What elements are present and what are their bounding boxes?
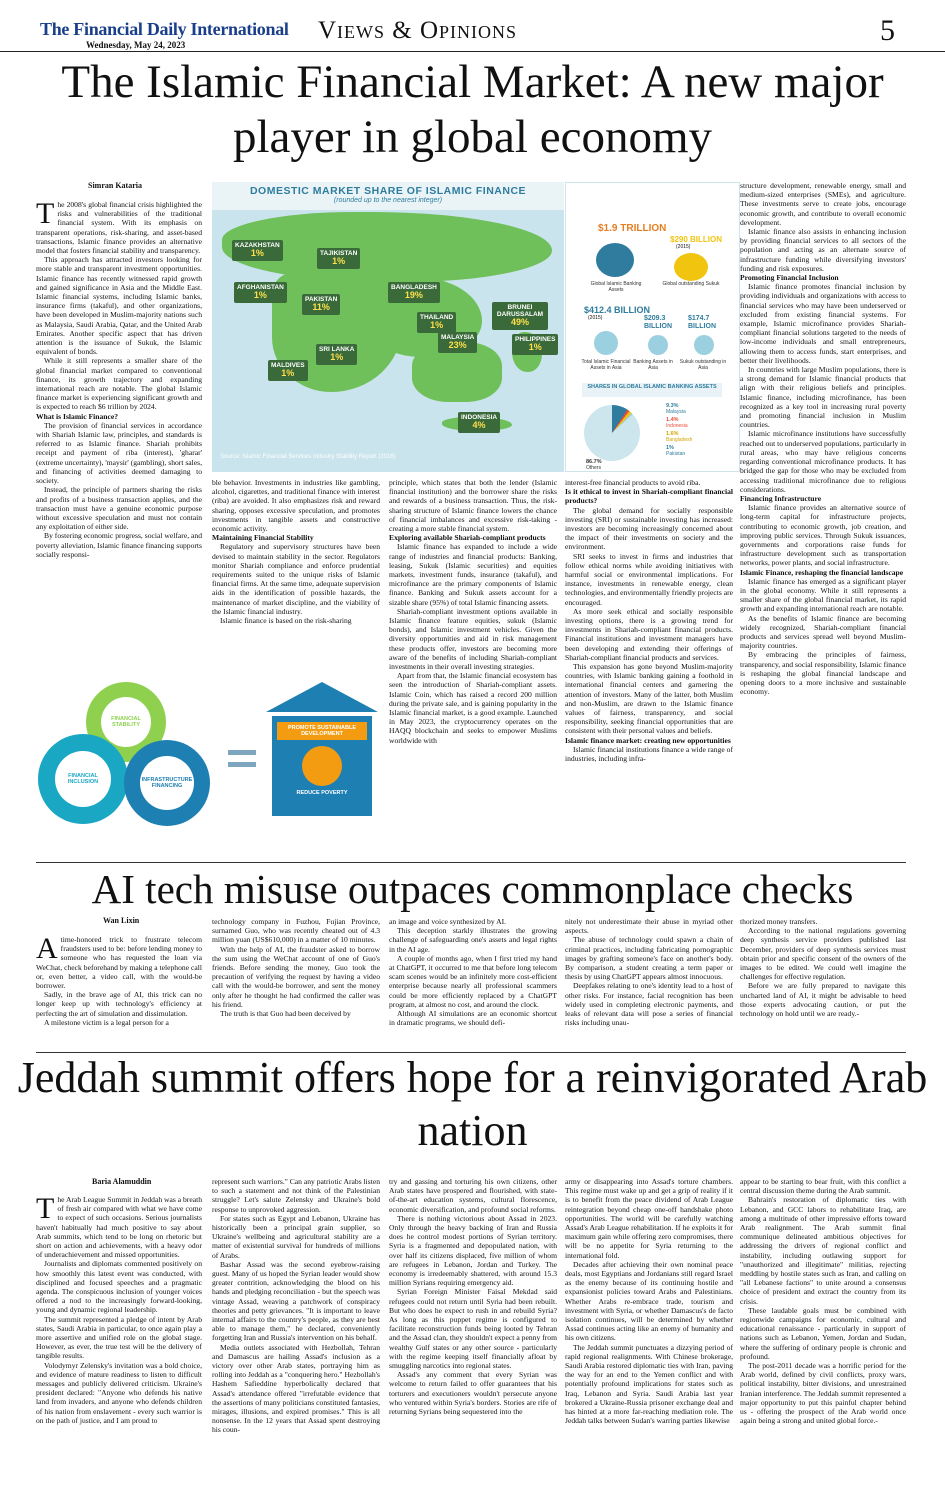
- stat-label: Banking Assets in Asia: [633, 359, 673, 371]
- article2-headline: AI tech misuse outpaces commonplace checks: [91, 866, 854, 912]
- share-pie-chart: [584, 405, 640, 461]
- article1-column-1: [36, 200, 202, 670]
- country-pin: TAJIKISTAN 1%: [317, 248, 360, 269]
- gear-label: FINANCIAL STABILITY: [101, 697, 151, 747]
- paragraph: The global demand for socially responsible investing (SRI) or sustainable investing has increased: investors are becoming increasingly concerned about the impact of their investments on society and the environment.: [565, 505, 733, 552]
- paragraph: These laudable goals must be combined with regionwide campaigns for economic, cultural and educational renaissance - particularly in support of nations such as Lebanon, Yemen, Jordan and Sudan, where the suffering of ordinary people is chronic and profound.: [740, 1305, 906, 1361]
- stat-value: $174.7 BILLION: [688, 315, 716, 330]
- paragraph: represent such warriors." Can any patriotic Arabs listen to such a statement and not think of the Palestinian struggle? Let's salute Zelensky and Ukraine's bold response to unprovoked aggression.: [212, 1177, 380, 1214]
- paragraph-text: he Arab League Summit in Jeddah was a breath of fresh air compared with what we have come to expect of such occasions. Serious journalists haven't habitually had much positive to say about Arab summits, which tend to be long on rhetoric but short on action and achievements, with a heavy odor of underachievement and missed opportunities.: [36, 1195, 202, 1260]
- paragraph: According to the national regulations governing deep synthesis service providers published last December, providers of deep synthesis services must obtain prior and specific consent of the owners of the images to be edited. We could well imagine the challenges for effective regulation.: [740, 926, 906, 982]
- infographic-title: [212, 182, 564, 210]
- stat-label: Total Islamic Financial Assets in Asia: [581, 359, 631, 371]
- issue-date: Wednesday, May 24, 2023: [86, 40, 186, 50]
- paragraph: Islamic finance promotes financial inclusion by providing individuals and organizations with access to financial services who may have been underserved or excluded from existing financial systems. For example, Islamic microfinance provides Shariah-compliant financial solutions targeted to the needs of low-income individuals and small entrepreneurs, allowing them to access funds, start enterprises, and better their livelihoods.: [740, 282, 906, 365]
- paragraph: Although AI simulations are an economic shortcut in dramatic programs, we should defi-: [389, 1009, 557, 1028]
- country-pin: SRI LANKA 1%: [316, 344, 357, 365]
- paragraph: an image and voice synthesized by AI.: [389, 917, 507, 926]
- subheading: Islamic finance market: creating new opportunities: [565, 735, 731, 745]
- paragraph: Apart from that, the Islamic financial ecosystem has seen the introduction of Shariah-compliant assets. Islamic Coin, which has raised a record 200 million during the private sale, and is gaining popularity in the Islamic financial market, is a good example. Launched in May 2023, the cryptocurrency operates on the HAQQ blockchain and seeks to empower Muslims worldwide with: [389, 671, 557, 745]
- paragraph-text: time-honored trick to frustrate telecom fraudsters used to be: before lending money to someone who has requested the loan via WeChat, check beforehand by making a telephone call or, even better, a video call, with the would-be borrower.: [36, 935, 202, 991]
- paragraph: Syrian Foreign Minister Faisal Mekdad said refugees could not return until Syria had been rebuilt. But who does he expect to rush in and rebuild Syria? As long as this puppet regime is configured to facilitate reconstruction funds being looted by Tehran and the Assad clan, they shouldn't expect a penny from wealthy Gulf states or any other source - particularly with the regime keeping itself financially afloat by smuggling narcotics into regional states.: [389, 1287, 557, 1371]
- paragraph: This deception starkly illustrates the growing challenge of safeguarding one's assets and legal rights in the AI age.: [389, 926, 557, 954]
- country-pin: MALDIVES 1%: [268, 360, 308, 381]
- paragraph: Assad's any comment that every Syrian was welcome to return failed to offer guarantees that his torturers and executioners wouldn't persecute anyone who ventured within Syria's borders. Stories are rife of returning Syrians being sequestered into the: [389, 1370, 557, 1417]
- article1-column-2: [212, 478, 380, 676]
- subheading: Promoting Financial Inclusion: [740, 273, 839, 283]
- article1-headline: The Islamic Financial Market: A new major player in global economy: [61, 56, 884, 164]
- paragraph: A couple of months ago, when I first tried my hand at ChatGPT, it occurred to me that before long telecom scam scenes would be an infinitely more cost-efficient enterprise because nearly all professional scammers could be more efficiently replaced by a ChatGPT program, at almost no cost, and around the clock.: [389, 953, 557, 1009]
- infographic-source: Source: Islamic Financial Services Industry Stability Report (2016): [220, 454, 396, 460]
- paragraph: Journalists and diplomats commented positively on how smoothly this latest event was conducted, with disciplined and focused speeches and a pragmatic agenda. The conspicuous inclusion of younger voices offered a nod to the increasingly forward-looking, young and dynamic regional leadership.: [36, 1259, 202, 1315]
- paragraph: By fostering economic progress, social welfare, and poverty alleviation, Islamic finance financing supports socially responsi-: [36, 531, 202, 559]
- paragraph: Islamic finance has expanded to include a wide range of industries and financial products: Banking, leasing, Sukuk (Islamic securities) and equities markets, investment funds, insurance (takaful), and microfinance are the primary components of Islamic finance. Banking and Sukuk assets account for a sizable share (95%) of total Islamic financing assets.: [389, 542, 557, 607]
- country-pin: AFGHANISTAN 1%: [234, 282, 287, 303]
- globe-icon: [596, 243, 634, 277]
- paragraph: The truth is that Guo had been deceived by: [220, 1009, 351, 1019]
- paragraph: [36, 1195, 202, 1259]
- paragraph: Before we are fully prepared to navigate this uncharted land of AI, it might be advisable to heed those experts advocating caution, or put the technology on hold until we are ready.-: [740, 981, 906, 1019]
- country-pin: BANGLADESH 19%: [388, 282, 440, 303]
- paragraph: The provision of financial services in accordance with Shariah Islamic law, principles, and standards is referred to as Islamic finance. Shariah prohibits receipt and payment of riba (interest), 'gharar' (extreme uncertainty), 'maysir' (gambling), short sales, and financing of activities deemed damaging to society.: [36, 420, 202, 486]
- paragraph: Shariah-compliant investment options available in Islamic finance feature equities, sukuk (Islamic bonds), and Islamic investment vehicles. Given the diversity opportunities and aid in risk management these products offer, investors are becoming more aware of the benefits of including Shariah-compliant investments in their overall investing strategies.: [389, 606, 557, 672]
- paragraph: thorized money transfers.: [740, 917, 818, 926]
- country-pin: PHILIPPINES 1%: [512, 334, 558, 355]
- article3-column-5: [740, 1177, 906, 1497]
- drop-cap: T: [36, 1195, 55, 1225]
- country-pin: INDONESIA 4%: [458, 412, 500, 433]
- house-bottom-label: REDUCE POVERTY: [296, 790, 348, 796]
- section-divider: [36, 862, 906, 863]
- paragraph: The post-2011 decade was a horrific period for the Arab world, defined by civil conflicts, proxy wars, political instability, bitter divisions, and unrestrained Iranian interference. The Jeddah summit represented a major opportunity to put this painful chapter behind us - offering the prospect of the Arab world once again being a strong and united global force.-: [740, 1361, 906, 1426]
- section-label: Views & Opinions: [318, 17, 518, 44]
- article3-byline: Baria Alamuddin: [92, 1177, 152, 1186]
- paragraph: Islamic finance also assists in enhancing inclusion by providing financial services to all sectors of the population and acting as an alternate source of infrastructure funding while diversifying investors' funding and risk exposures.: [740, 227, 906, 273]
- paragraph: By embracing the principles of fairness, transparency, and social responsibility, Islamic finance is reshaping the global financial landscape and opening doors to a more inclusive and sustainable economy.: [740, 650, 906, 697]
- stat-year: (2015): [588, 315, 603, 321]
- article1-column-3: [389, 478, 557, 860]
- paragraph: Islamic finance is based on the risk-sharing: [220, 616, 352, 626]
- article3-column-3: [389, 1177, 557, 1497]
- bar-icon: [648, 335, 668, 355]
- paragraph: army or disappearing into Assad's torture chambers. This regime must wake up and get a grip of reality if it is to benefit from the peace dividend of Arab League reintegration beyond cheap one-off handshake photo opportunities. The world will be carefully watching Assad's Arab League rehabilitation. If he exploits it for maximum gain while offering zero compromises, there will be no appetite for Syria returning to the international fold.: [565, 1177, 733, 1260]
- article2-column-2: [212, 917, 380, 1051]
- share-legend-item: 86.7% Others: [586, 459, 602, 471]
- stat-year: (2015): [676, 244, 691, 250]
- paragraph: For states such as Egypt and Lebanon, Ukraine has historically been a principal grain supplier, so Ukraine's wellbeing and agricultural stability are a matter of existential survival for hundreds of millions of Arabs.: [212, 1213, 380, 1260]
- stat-value: $209.3 BILLION: [644, 315, 672, 330]
- drop-cap: T: [36, 200, 55, 230]
- house-top-label: PROMOTE SUSTAINABLE DEVELOPMENT: [277, 722, 367, 740]
- article2-byline: Wan Lixin: [103, 916, 140, 925]
- paragraph: principle, which states that both the lender (Islamic financial institution) and the borrower share the risks and rewards of a business transaction. Thus, the risk-sharing structure of Islamic finance lowers the chance of financial imbalances and excessive risk-taking - creating a more stable financial system.: [389, 478, 557, 534]
- article2-column-5: [740, 917, 906, 1051]
- subheading: Exploring available Shariah-compliant products: [389, 533, 546, 543]
- article1-byline: Simran Kataria: [88, 181, 142, 190]
- country-pin: PAKISTAN 11%: [302, 294, 340, 315]
- islamic-finance-stats-panel: [565, 182, 740, 472]
- paragraph: Islamic finance has emerged as a significant player in the global economy. While it still represents a smaller share of the global financial market, its rapid growth and expanding international reach are notable.: [740, 576, 906, 614]
- coin-stack-icon: [674, 253, 708, 281]
- gears-diagram: [38, 682, 383, 822]
- paragraph: Islamic finance provides an alternative source of long-term capital for infrastructure projects, contributing to economic growth, job creation, and improving public services. Through Sukuk issuances, governments and corporations raise funds for infrastructure development such as transportation networks, power plants, and social infrastructure.: [740, 503, 906, 568]
- subheading: Maintaining Financial Stability: [212, 533, 314, 543]
- article3-column-4: [565, 1177, 733, 1497]
- islamic-finance-map-infographic: [212, 182, 564, 472]
- paragraph: SRI seeks to invest in firms and industries that follow ethical norms while avoiding initiatives with harmful social or environmental implications. For instance, investments in renewable energy, clean technologies, and environmentally friendly projects are encouraged.: [565, 551, 733, 607]
- paragraph: In countries with large Muslim populations, there is a strong demand for Islamic financial products that align with their religious beliefs and principles. Islamic finance, including microfinance, has been recognized as a key tool in increasing rural poverty and promoting financial inclusion in Muslim countries.: [740, 365, 906, 430]
- article3-headline: Jeddah summit offers hope for a reinvigorated Arab nation: [17, 1053, 928, 1155]
- paragraph: ble behavior. Investments in industries like gambling, alcohol, cigarettes, and traditional finance with interest (riba) are avoided. It also emphasizes risk and reward sharing, opposes excessive speculation, and promotes investments in tangible assets and constructive economic activity.: [212, 478, 380, 534]
- gear-icon: [124, 740, 210, 826]
- paragraph: Bahrain's restoration of diplomatic ties with Lebanon, and GCC labors to rehabilitate Iraq, are among a multitude of other impressive efforts toward Arab realignment. The Arab summit final communique delineated ambitious objectives for addressing the drivers of regional conflict and instability, including outlawing support for "unauthorized and illegitimate" militias, rejecting meddling by hostile states such as Iran, and calling on "all Lebanese factions" to unite around a consensus choice of president and extract the country from its crisis.: [740, 1195, 906, 1306]
- house-roof-icon: [266, 682, 378, 712]
- page-number: 5: [880, 14, 895, 47]
- stat-label: Global outstanding Sukuk: [662, 281, 720, 287]
- paragraph: Islamic microfinance institutions have successfully reached out to underserved populations, particularly in rural areas, who may have religious concerns regarding conventional microfinance products. It has bridged the gap for those who may be excluded from accessing traditional microfinance due to religious considerations.: [740, 429, 906, 494]
- gear-icon: [38, 734, 128, 824]
- masthead: [0, 0, 945, 52]
- paragraph: Islamic financial institutions finance a wide range of industries, including infra-: [565, 744, 733, 764]
- gear-label: FINANCIAL INCLUSION: [55, 751, 111, 807]
- article3-column-1: [36, 1195, 202, 1497]
- equals-icon: [228, 762, 256, 767]
- paragraph: As more seek ethical and socially responsible investing options, there is a growing trend for investments in Shariah-compliant financial products. Financial institutions and investment managers have been developing and extending their offerings of Shariah-compliant financial products and services.: [565, 606, 733, 662]
- share-legend-item: 1.4% Indonesia: [666, 417, 688, 429]
- country-pin: THAILAND 1%: [417, 312, 456, 333]
- infographic-title-text: DOMESTIC MARKET SHARE OF ISLAMIC FINANCE: [249, 185, 527, 197]
- paragraph: appear to be starting to bear fruit, with this conflict a central discussion theme during the Arab summit.: [740, 1177, 906, 1196]
- share-title: SHARES IN GLOBAL ISLAMIC BANKING ASSETS: [582, 383, 722, 397]
- paragraph-text: he 2008's global financial crisis highlighted the risks and vulnerabilities of the traditional financial system. With its emphasis on transparent operations, risk-sharing, and asset-based transactions, Islamic finance provides an alternative model that fosters financial stability and transparency.: [36, 200, 202, 256]
- infographic-subtitle: (rounded up to the nearest integer): [333, 197, 443, 204]
- subheading: What is Islamic Finance?: [36, 411, 119, 421]
- paragraph: try and gassing and torturing his own citizens, other Arab states have prospered and flourished, with state-of-the-art education systems, cultural florescence, economic diversification, and profound social reforms.: [389, 1177, 557, 1214]
- stat-value: $1.9 TRILLION: [598, 223, 667, 234]
- paragraph: The Jeddah summit punctuates a dizzying period of rapid regional realignments. With Chinese brokerage, Saudi Arabia restored diplomatic ties with Iran, paving the way for an end to the Yemen conflict and with potentially profound implications for states such as Iraq, Lebanon and Syria. Saudi Arabia last year brokered a Ukraine-Russia prisoner exchange deal and has hinted at a more far-reaching mediation role. The Jeddah talks between Sudan's warring parties likewise: [565, 1342, 733, 1426]
- paragraph: structure development, renewable energy, small and medium-sized enterprises (SMEs), and agriculture. These investments serve to create jobs, encourage economic growth, and contribute to overall economic development.: [740, 181, 906, 227]
- bar-icon: [694, 335, 714, 355]
- paragraph: A milestone victim is a legal person for a: [44, 1017, 169, 1027]
- article1-column-5: [740, 181, 906, 860]
- share-legend-item: 1.6% Bangladesh: [666, 431, 693, 443]
- paragraph: Regulatory and supervisory structures have been devised to maintain stability in the sector. Regulators monitor Shariah compliance and enforce prudential requirements suited to the unique risks of Islamic financial firms. At the same time, adequate supervision aids in the identification of possible hazards, the maintenance of market discipline, and the viability of the Islamic financial industry.: [212, 542, 380, 616]
- house-icon: [272, 716, 372, 816]
- article2-column-4: [565, 917, 733, 1051]
- gear-label: INFRASTRUCTURE FINANCING: [140, 756, 194, 810]
- paragraph: Instead, the principle of partners sharing the risks and profits of a business transaction applies, and the transaction must have a genuine economic purpose without excessive speculation and must not contain any exploitation of either side.: [36, 485, 202, 532]
- stat-label: Global Islamic Banking Assets: [590, 281, 642, 293]
- paragraph: This approach has attracted investors looking for more stable and transparent investment opportunities. Islamic finance has recently witnessed rapid growth and gained significance in Asia and the Middle East. Islamic financial systems, including Islamic banks, insurance firms (takaful), and other organizations, have been developed in Muslim-majority nations such as Malaysia, Saudi Arabia, Qatar, and the United Arab Emirates. Another specific aspect that has driven attention is the issuance of Sukuk, the Islamic equivalent of bonds.: [36, 255, 202, 357]
- paragraph: Decades after achieving their own nominal peace deals, most Egyptians and Jordanians still regard Israel as the enemy because of its continuing hostile and expansionist policies toward Arabs and Palestinians. Whether Arabs re-embrace trade, tourism and investment with Syria, or whether Damascus's de facto isolation continues, will be determined by whether Assad continues acting like an enemy of humanity and his own citizens.: [565, 1259, 733, 1343]
- country-pin: BRUNEI DARUSSALAM 49%: [492, 302, 548, 330]
- paper-name: The Financial Daily International: [40, 19, 289, 39]
- drop-cap: A: [36, 935, 58, 965]
- paragraph: The summit represented a pledge of intent by Arab states, Saudi Arabia in particular, to once again play a more assertive and unified role on the global stage. However, as ever, the true test will be the delivery of tangible results.: [36, 1314, 202, 1361]
- paragraph: There is nothing victorious about Assad in 2023. Only through the heavy backing of Iran and Russia does he control modest portions of Syrian territory. Syria is a fragmented and depopulated nation, with over half its citizens displaced, five million of whom are refugees in Lebanon, Jordan and Turkey. The economy is irredeemably shattered, with around 15.3 million Syrians requiring emergency aid.: [389, 1213, 557, 1288]
- paragraph: Media outlets associated with Hezbollah, Tehran and Damascus are hailing Assad's inclusion as a victory over other Arab states, portraying him as rolling into Jeddah as a "conquering hero." Hezbollah's Hashem Safieddine hyperbolically declared that Assad's attendance offered "irrefutable evidence that the assertions of many politicians constituted fantasies, mirages, illusions, and expired promises." This is all nonsense. In the 12 years that Assad spent destroying his coun-: [212, 1342, 380, 1435]
- paragraph: Deepfakes relating to one's identity lead to a host of other risks. For instance, facial recognition has been widely used in completing electronic payments, and leaks of relevant data will pose a series of financial risks including unau-: [565, 981, 733, 1028]
- stat-value: $412.4 BILLION: [584, 305, 651, 315]
- paragraph: Bashar Assad was the second eyebrow-raising guest. Many of us hoped the Syrian leader would show greater contrition, acknowledging the blood on his hands and pledging reconciliation - but the speech was vintage Assad, weaving a patchwork of conspiracy theories and petty grievances. "It is important to leave internal affairs to the country's people, as they are best able to manage them," he declared, conveniently forgetting Iran and Russia's intervention on his behalf.: [212, 1259, 380, 1343]
- equals-icon: [228, 750, 256, 755]
- share-legend-item: 1% Pakistan: [666, 445, 686, 457]
- paragraph: [36, 935, 202, 990]
- subheading: Islamic Finance, reshaping the financial landscape: [740, 567, 904, 577]
- stat-value: $290 BILLION: [670, 235, 723, 244]
- paragraph: interest-free financial products to avoid riba.: [565, 478, 701, 487]
- paragraph: While it still represents a smaller share of the global financial market compared to conventional finance, its growth trajectory and expanding international reach are notable. The global Islamic finance market is experiencing significant growth and is expected to reach $6 trillion by 2024.: [36, 356, 202, 412]
- bar-icon: [594, 331, 618, 355]
- paragraph: Sadly, in the brave age of AI, this trick can no longer keep up with technology's efficiency at perfecting the art of simulation and dissimulation.: [36, 990, 202, 1018]
- paragraph: As the benefits of Islamic finance are becoming widely recognized, Shariah-compliant financial products and services spread well beyond Muslim-majority countries.: [740, 613, 906, 651]
- country-pin: MALAYSIA 23%: [438, 332, 477, 353]
- subheading: Financing Infrastructure: [740, 493, 822, 503]
- paragraph: technology company in Fuzhou, Fujian Province, surnamed Guo, who was recently cheated out of 4.3 million yuan (US$610,000) in a matter of 10 minutes.: [212, 917, 380, 945]
- paragraph: [36, 200, 202, 255]
- article3-column-2: [212, 1177, 380, 1497]
- paragraph: nitely not underestimate their abuse in myriad other aspects.: [565, 917, 733, 936]
- country-pin: KAZAKHSTAN 1%: [232, 240, 283, 261]
- paragraph: With the help of AI, the fraudster asked to borrow the sum using the WeChat account of one of Guo's friends. Before sending the money, Guo took the precaution of verifying the request by having a video call with the would-be borrower, and sent the money only after he thought he had confirmed the caller was his friend.: [212, 944, 380, 1009]
- stat-label: Sukuk outstanding in Asia: [679, 359, 727, 371]
- paragraph: This expansion has gone beyond Muslim-majority countries, with Islamic banking gaining a foothold in international financial centers and garnering the attention of investors. Many of the latter, both Muslim and non-Muslim, are drawn to the Islamic finance values of fairness, transparency, and social responsibility, seeking financial opportunities that are consistent with their personal values and beliefs.: [565, 662, 733, 736]
- article2-column-1: [36, 935, 202, 1051]
- article1-column-4: [565, 478, 733, 860]
- paragraph: The abuse of technology could spawn a chain of criminal practices, including fabricating pornographic images by grafting someone's face on another's body. By comparison, a student creating a term paper or thesis by using ChatGPT appears almost innocuous.: [565, 935, 733, 982]
- people-icon: [302, 746, 342, 786]
- article2-column-3: [389, 917, 557, 1051]
- subheading: Is it ethical to invest in Shariah-compliant financial products?: [565, 487, 733, 506]
- share-legend-item: 9.3% Malaysia: [666, 403, 686, 415]
- paragraph: Volodymyr Zelensky's invitation was a bold choice, and evidence of mature readiness to listen to difficult messages and publicly delivered criticism. Ukraine's president declared: "Anyone who defends his native land from invaders, and anyone who defends children of his nation from enslavement - every such warrior is on the path of justice, and I am proud to: [36, 1360, 202, 1425]
